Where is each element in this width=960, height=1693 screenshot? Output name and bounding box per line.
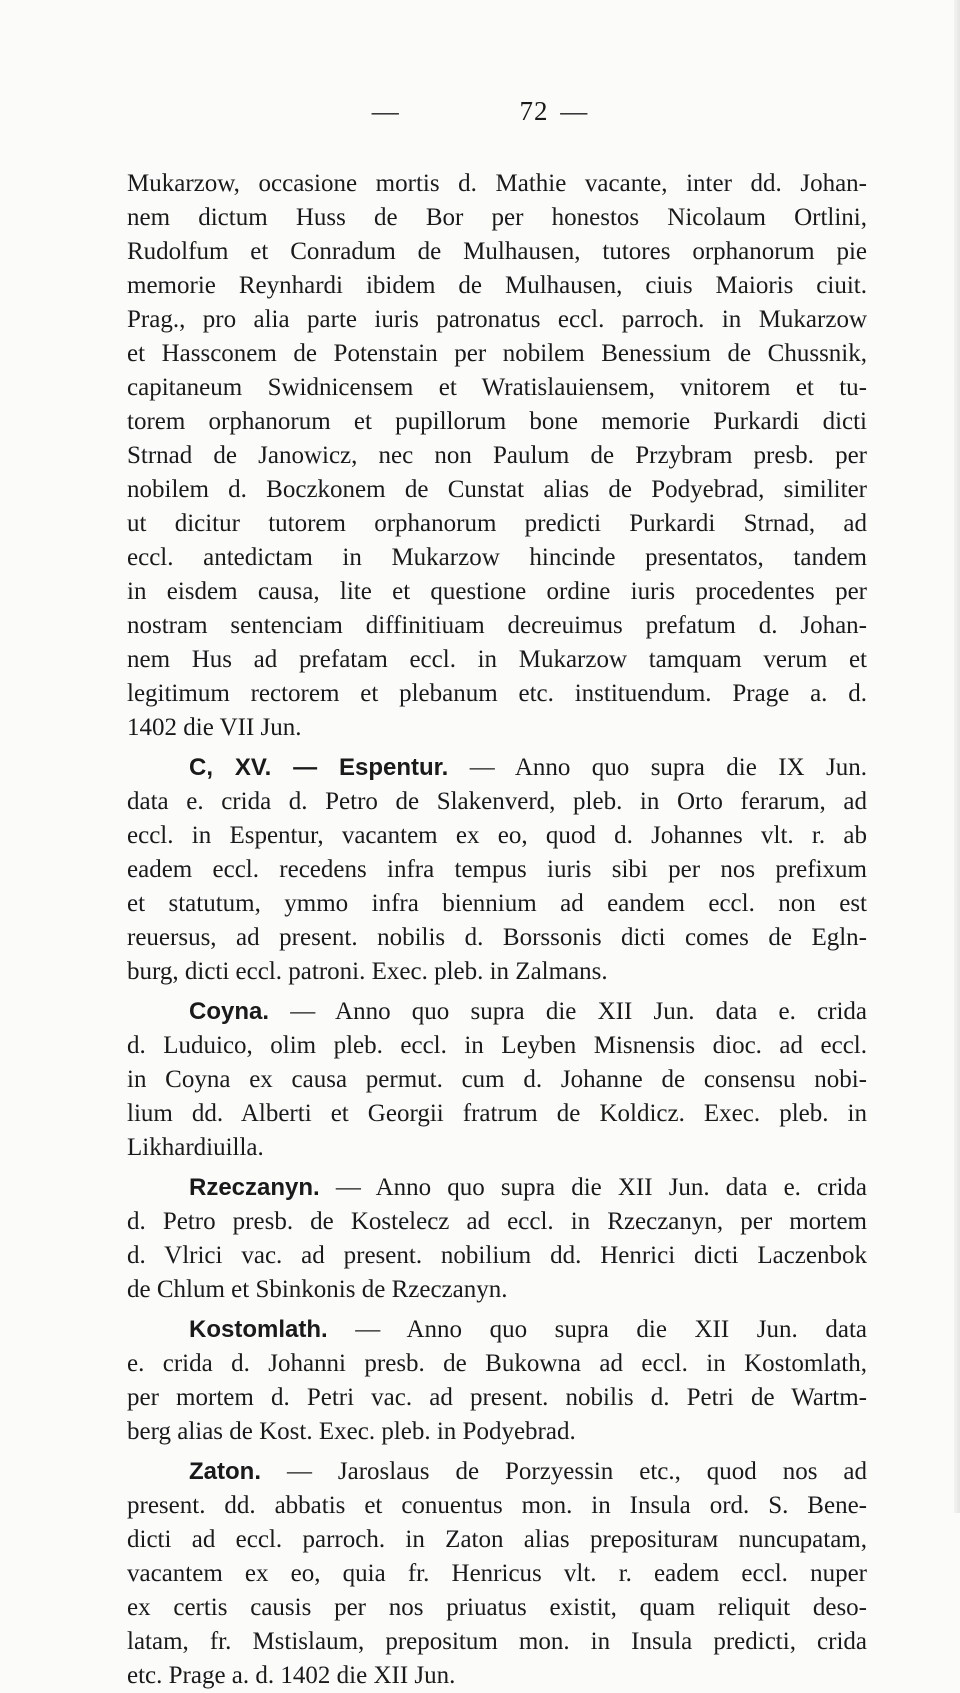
text-line: ut dicitur tutorem orphanorum predicti Purkardi Strnad, ad xyxy=(127,510,867,537)
text-line: d. Luduico, olim pleb. eccl. in Leyben Misnensis dioc. ad eccl. xyxy=(127,1032,867,1059)
text-line: latam, fr. Mstislaum, prepositum mon. in Insula predicti, crida xyxy=(127,1628,867,1655)
text-line: d. Petro presb. de Kostelecz ad eccl. in Rzeczanyn, per mortem xyxy=(127,1208,867,1235)
text-line: in Coyna ex causa permut. cum d. Johanne de consensu nobi- xyxy=(127,1066,867,1093)
text-line: ex certis causis per nos priuatus existit, quam reliquit deso- xyxy=(127,1594,867,1621)
text-line: Mukarzow, occasione mortis d. Mathie vacante, inter dd. Johan- xyxy=(127,170,867,197)
entry-heading-rzeczanyn: Rzeczanyn. xyxy=(189,1174,320,1201)
entry-heading-espentur: C, XV. — Espentur. xyxy=(189,754,449,781)
text-line: reuersus, ad present. nobilis d. Borssonis dicti comes de Egln- xyxy=(127,924,867,951)
text-line: berg alias de Kost. Exec. pleb. in Podyebrad. xyxy=(127,1418,576,1445)
entry-zaton-first-line xyxy=(127,1455,867,1489)
text-line: present. dd. abbatis et conuentus mon. in Insula ord. S. Bene- xyxy=(127,1492,867,1519)
entry-text: — Anno quo supra die XII Jun. data xyxy=(355,1316,867,1343)
text-line: nem dictum Huss de Bor per honestos Nicolaum Ortlini, xyxy=(127,204,867,231)
entry-text: — Anno quo supra die IX Jun. xyxy=(469,754,868,781)
body-text xyxy=(127,167,867,1693)
text-line: in eisdem causa, lite et questione ordine iuris procedentes per xyxy=(127,578,867,605)
text-line: e. crida d. Johanni presb. de Bukowna ad eccl. in Kostomlath, xyxy=(127,1350,867,1377)
text-line: Likhardiuilla. xyxy=(127,1134,264,1161)
text-line: lium dd. Alberti et Georgii fratrum de Koldicz. Exec. pleb. in xyxy=(127,1100,867,1127)
text-line: dicti ad eccl. parroch. in Zaton alias prepositurам nuncupatam, xyxy=(127,1526,867,1553)
text-line: eccl. in Espentur, vacantem ex eo, quod d. Johannes vlt. r. ab xyxy=(127,822,867,849)
text-line: nem Hus ad prefatam eccl. in Mukarzow tamquam verum et xyxy=(127,646,867,673)
text-line: data e. crida d. Petro de Slakenverd, pleb. in Orto ferarum, ad xyxy=(127,788,867,815)
entry-coyna-first-line xyxy=(127,995,867,1029)
header-dash-right: — xyxy=(560,96,589,126)
text-line: Strnad de Janowicz, nec non Paulum de Przybram presb. per xyxy=(127,442,867,469)
text-line: nostram sentenciam diffinitiuam decreuimus prefatum d. Johan- xyxy=(127,612,867,639)
text-line: torem orphanorum et pupillorum bone memorie Purkardi dicti xyxy=(127,408,867,435)
page-edge-shadow xyxy=(954,0,960,1513)
entry-heading-kostomlath: Kostomlath. xyxy=(189,1316,328,1343)
entry-espentur-first-line xyxy=(127,751,867,785)
page-header xyxy=(0,96,960,127)
text-line: eccl. antedictam in Mukarzow hincinde presentatos, tandem xyxy=(127,544,867,571)
text-line: et statutum, ymmo infra biennium ad eandem eccl. non est xyxy=(127,890,867,917)
entry-rzeczanyn-first-line xyxy=(127,1171,867,1205)
text-line: burg, dicti eccl. patroni. Exec. pleb. in Zalmans. xyxy=(127,958,608,985)
text-line: Prag., pro alia parte iuris patronatus eccl. parroch. in Mukarzow xyxy=(127,306,867,333)
text-line: d. Vlrici vac. ad present. nobilium dd. Henrici dicti Laczenbok xyxy=(127,1242,867,1269)
text-line: eadem eccl. recedens infra tempus iuris sibi per nos prefixum xyxy=(127,856,867,883)
text-line: per mortem d. Petri vac. ad present. nobilis d. Petri de Wartm- xyxy=(127,1384,867,1411)
text-line: 1402 die VII Jun. xyxy=(127,714,302,741)
text-line: etc. Prage a. d. 1402 die XII Jun. xyxy=(127,1662,456,1689)
text-line: vacantem ex eo, quia fr. Henricus vlt. r. eadem eccl. nuper xyxy=(127,1560,867,1587)
text-line: nobilem d. Boczkonem de Cunstat alias de Podyebrad, similiter xyxy=(127,476,867,503)
text-line: de Chlum et Sbinkonis de Rzeczanyn. xyxy=(127,1276,508,1303)
text-line: capitaneum Swidnicensem et Wratislauiensem, vnitorem et tu- xyxy=(127,374,867,401)
header-dash-left: — xyxy=(371,96,400,126)
entry-text: — Jaroslaus de Porzyessin etc., quod nos ad xyxy=(286,1458,867,1485)
text-line: memorie Reynhardi ibidem de Mulhausen, ciuis Maioris ciuit. xyxy=(127,272,867,299)
entry-text: — Anno quo supra die XII Jun. data e. crida xyxy=(335,1174,868,1201)
text-line: legitimum rectorem et plebanum etc. instituendum. Prage a. d. xyxy=(127,680,867,707)
entry-heading-zaton: Zaton. xyxy=(189,1458,261,1485)
text-line: et Hassconem de Potenstain per nobilem Benessium de Chussnik, xyxy=(127,340,867,367)
entry-text: — Anno quo supra die XII Jun. data e. crida xyxy=(290,998,868,1025)
text-line: Rudolfum et Conradum de Mulhausen, tutores orphanorum pie xyxy=(127,238,867,265)
entry-heading-coyna: Coyna. xyxy=(189,998,270,1025)
entry-kostomlath-first-line xyxy=(127,1313,867,1347)
page-number: 72 xyxy=(519,96,549,126)
